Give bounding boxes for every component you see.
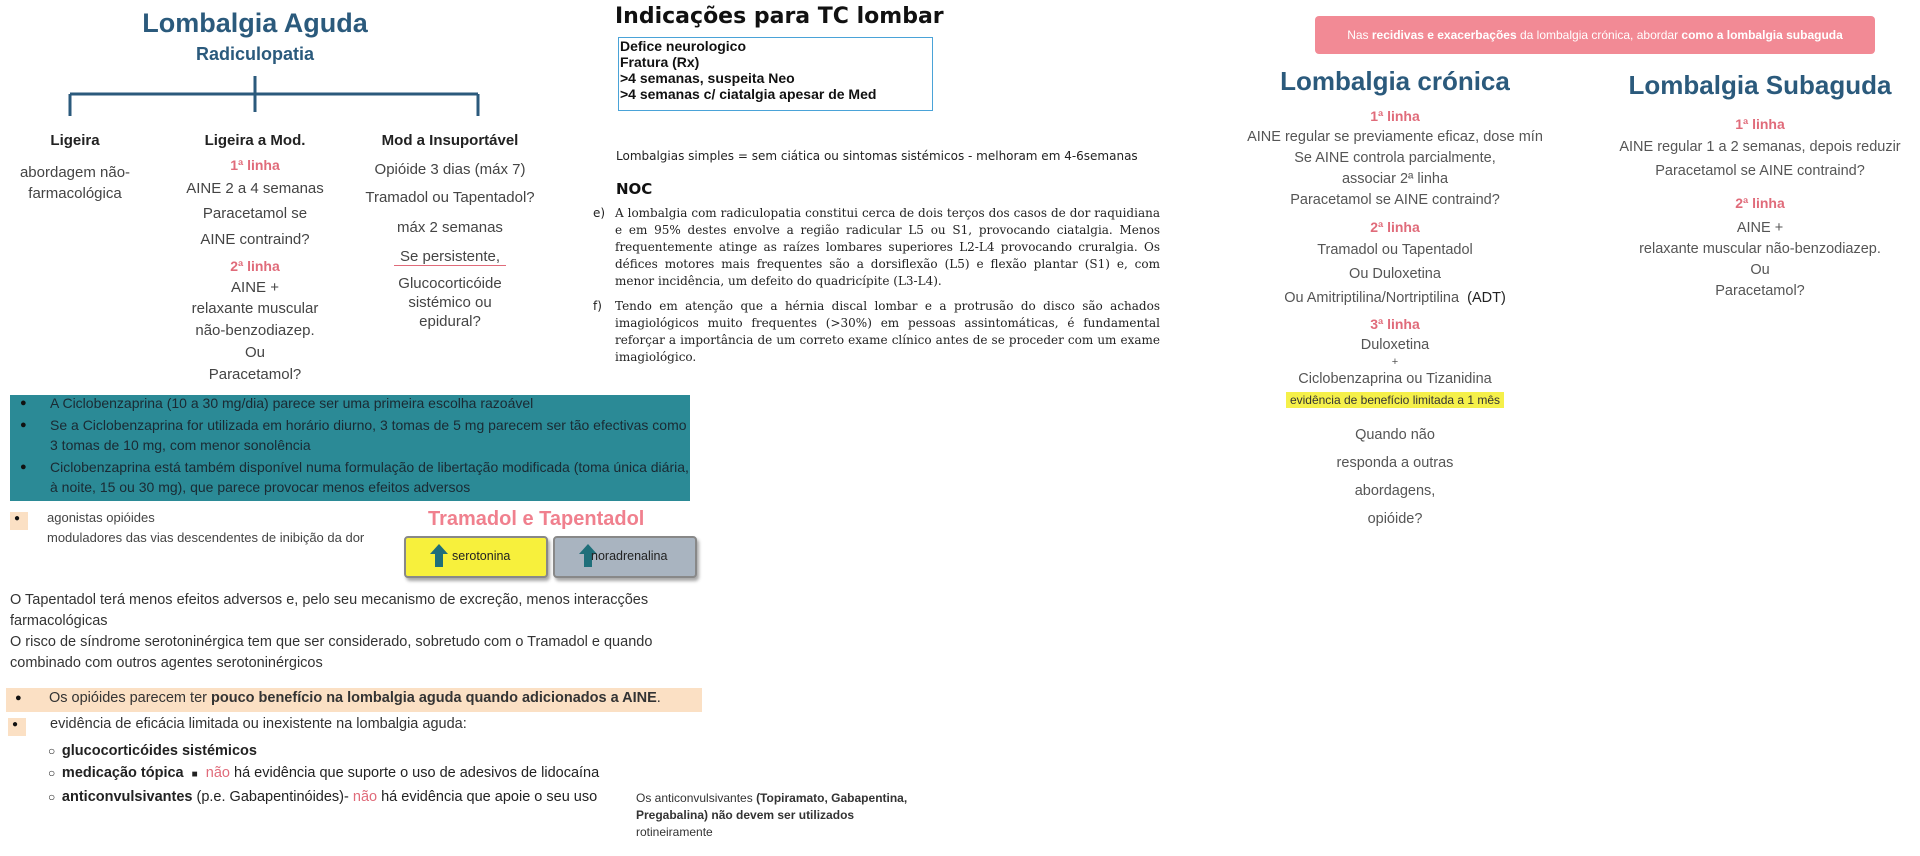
subaguda-title: Lombalgia Subaguda (1628, 70, 1892, 100)
opioid-desc-line: agonistas opióides (47, 510, 155, 525)
cronica-line: Quando não (1355, 427, 1435, 443)
bullet-marker (10, 512, 28, 530)
tc-indication: >4 semanas c/ ciatalgia apesar de Med (620, 86, 877, 102)
teal-bullet: ● A Ciclobenzaprina (10 a 30 mg/dia) parece ser uma primeira escolha razoável (50, 393, 690, 413)
banner-pre: Nas (1347, 28, 1372, 42)
col-ligmod-line: Paracetamol se (202, 205, 308, 222)
tree-connector (60, 72, 490, 122)
tc-indication: Defice neurologico (620, 38, 747, 54)
bullet-marker (8, 718, 26, 736)
cronica-line: abordagens, (1354, 483, 1436, 499)
subaguda-line: Ou (1750, 262, 1770, 278)
tc-indication: >4 semanas, suspeita Neo (620, 70, 795, 86)
banner-bold: como a lombalgia subaguda (1681, 28, 1843, 42)
noradrenalina-box (553, 536, 697, 578)
col-modins-line: Tramadol ou Tapentadol? (365, 189, 535, 206)
noc-e-label: e) (593, 206, 606, 220)
serotonina-label: serotonina (452, 549, 511, 563)
cronica-line: Se AINE controla parcialmente, (1294, 150, 1496, 166)
col-modins-line: epidural? (419, 313, 481, 330)
cronica-linha2: 2ª linha (1370, 219, 1420, 235)
cronica-line: Tramadol ou Tapentadol (1317, 242, 1473, 258)
opioid-benefit-bold: pouco benefício na lombalgia aguda quando adicionados a AINE (211, 690, 657, 706)
cronica-linha1: 1ª linha (1370, 108, 1420, 124)
banner-mid: da lombalgia crónica, abordar (1516, 28, 1682, 42)
ciclobenzaprina-box (10, 395, 690, 501)
col-ligeira-line: abordagem não- (19, 164, 131, 181)
col-modins-line: sistémico ou (408, 294, 492, 311)
cronica-line: Paracetamol se AINE contraind? (1290, 192, 1500, 208)
sub-item-bold: medicação tópica (61, 765, 184, 781)
teal-bullet: ● Se a Ciclobenzaprina for utilizada em horário diurno, 3 tomas de 5 mg parecem ser tão efectivas como 3 tomas de 10 mg, com menor sonolência (50, 415, 690, 455)
aguda-col-ligeira-mod (170, 128, 340, 386)
col-ligmod-line: AINE 2 a 4 semanas (186, 180, 324, 197)
lombalgias-simples-text: Lombalgias simples = sem ciática ou sintomas sistémicos - melhoram em 4-6semanas (616, 149, 1138, 163)
col-ligmod-line: Paracetamol? (208, 366, 302, 383)
subaguda-line: AINE regular 1 a 2 semanas, depois reduzir (1619, 139, 1901, 155)
aguda-title: Lombalgia Aguda (142, 8, 368, 38)
aguda-col-ligeira (0, 128, 150, 204)
tc-indication: Fratura (Rx) (620, 54, 700, 70)
col-ligmod-line: Ou (244, 344, 265, 361)
subaguda-line: Paracetamol? (1715, 283, 1805, 299)
bullet-dot: ● (15, 692, 22, 704)
opioid-benefit-text (49, 690, 661, 706)
col-ligmod-linha2: 2ª linha (230, 258, 280, 274)
cronica-line: AINE regular se previamente eficaz, dose mín (1247, 129, 1543, 145)
aguda-col-mod-insuportavel (360, 128, 540, 331)
cronica-line: associar 2ª linha (1341, 171, 1449, 187)
col-ligeira-line: farmacológica (28, 185, 122, 202)
sub-item-rest: há evidência que suporte o uso de adesivos de lidocaína (229, 765, 600, 781)
sub-item-bold: glucocorticóides sistémicos (61, 743, 257, 759)
noc-f-text: Tendo em atenção que a hérnia discal lombar e a protrusão do disco são achados imagiológicos muito frequentes (>30%) em pessoas assintomáticas, é fundamental reforçar a importância de um correto exame clínico antes de se proceder com um exame imagiológico. (615, 299, 1160, 364)
cronica-column (1210, 106, 1580, 533)
col-modins-line: Opióide 3 dias (máx 7) (374, 161, 526, 178)
sub-item-topica: ○ medicação tópica ■ não há evidência que suporte o uso de adesivos de lidocaína (48, 765, 600, 781)
noc-heading: NOC (616, 180, 653, 198)
noc-f-label: f) (593, 299, 602, 313)
col-ligmod-head: Ligeira a Mod. (204, 132, 306, 149)
cronica-line: Ou Duloxetina (1349, 266, 1441, 282)
banner-bold: recidivas e exacerbações (1371, 28, 1517, 42)
aguda-subtitle: Radiculopatia (195, 44, 315, 64)
subaguda-line: AINE + (1736, 220, 1784, 236)
opioid-desc-line: moduladores das vias descendentes de inibição da dor (47, 530, 365, 545)
sub-item-pink: não (205, 765, 230, 781)
recidivas-banner (1315, 16, 1875, 54)
tc-indications-box (618, 37, 933, 111)
cronica-line: responda a outras (1336, 455, 1454, 471)
serotonin-risk-paragraph: O risco de síndrome serotoninérgica tem que ser considerado, sobretudo com o Tramadol e quando combinado com outros agentes serotoninérgicos (10, 634, 653, 671)
col-ligmod-line: não-benzodiazep. (195, 322, 315, 339)
subaguda-linha1: 1ª linha (1735, 116, 1785, 132)
tramadol-tapentadol-title: Tramadol e Tapentadol (428, 508, 645, 530)
col-modins-line: Se persistente, (394, 248, 506, 266)
cronica-linha3: 3ª linha (1370, 316, 1420, 332)
subaguda-line: Paracetamol se AINE contraind? (1655, 163, 1865, 179)
cronica-plus: + (1391, 356, 1399, 368)
cronica-adt: (ADT) (1467, 290, 1506, 306)
teal-bullet: ● Ciclobenzaprina está também disponível numa formulação de libertação modificada (toma única diária, à noite, 15 ou 30 mg), que parece provocar menos efeitos adversos (50, 457, 690, 497)
col-ligmod-line: AINE contraind? (200, 231, 310, 248)
col-ligmod-line: AINE + (231, 279, 279, 296)
arrow-up-stem (435, 553, 443, 567)
tc-title: Indicações para TC lombar (615, 4, 944, 29)
note-post: rotineiramente (636, 825, 713, 839)
cronica-line: Ou Amitriptilina/Nortriptilina (1284, 290, 1460, 306)
sub-item-rest: há evidência que apoie o seu uso (377, 789, 598, 805)
anticonvulsivantes-note (636, 790, 936, 841)
sub-item-anticonvulsivantes: ○ anticonvulsivantes (p.e. Gabapentinóides)- não há evidência que apoie o seu uso (48, 789, 598, 805)
opioid-benefit-post: . (656, 690, 661, 706)
sub-item-mid: (p.e. Gabapentinóides)- (192, 789, 353, 805)
sub-item-pink: não (352, 789, 378, 805)
subaguda-column (1595, 114, 1920, 302)
note-bold: (Topiramato, Gabapentina, Pregabalina) não devem ser utilizados (636, 791, 908, 822)
cronica-line: Ciclobenzaprina ou Tizanidina (1298, 371, 1492, 387)
sub-item-glucocorticoides: ○ glucocorticóides sistémicos (48, 743, 257, 759)
subaguda-linha2: 2ª linha (1735, 195, 1785, 211)
col-modins-head: Mod a Insuportável (381, 132, 519, 149)
tapentadol-paragraph: O Tapentadol terá menos efeitos adversos e, pelo seu mecanismo de excreção, menos interacções farmacológicas (10, 592, 649, 629)
note-pre: Os anticonvulsivantes (636, 791, 757, 805)
opioid-benefit-pre: Os opióides parecem ter (49, 690, 211, 706)
subaguda-line: relaxante muscular não-benzodiazep. (1639, 241, 1881, 257)
noc-e-text: A lombalgia com radiculopatia constitui cerca de dois terços dos casos de dor raquidiana e em 95% destes envolve a região radicular L5 ou S1, provocando ciatalgia. Menos frequentemente atinge as raízes lombares superiores L2-L4 provocando cruralgia. Os défices motores mais frequentes são a dorsiflexão (L5) e flexão plantar (S1) e, com menor incidência, um defeito do quadricípite (L3-L4). (615, 206, 1160, 288)
cronica-line: opióide? (1367, 511, 1423, 527)
cronica-line: Duloxetina (1360, 337, 1430, 353)
col-ligeira-head: Ligeira (50, 132, 100, 149)
evidence-sublist (48, 740, 599, 808)
serotonina-box (404, 536, 548, 578)
col-modins-line: máx 2 semanas (397, 219, 503, 236)
col-ligmod-line: relaxante muscular (191, 300, 319, 317)
evidence-highlight: evidência de benefício limitada a 1 mês (1286, 392, 1504, 408)
evidence-limited-text: evidência de eficácia limitada ou inexistente na lombalgia aguda: (50, 716, 467, 732)
col-modins-line: Glucocorticóide (398, 275, 502, 292)
cronica-title: Lombalgia crónica (1280, 66, 1510, 96)
noradrenalina-label: noradrenalina (591, 549, 668, 563)
col-ligmod-linha1: 1ª linha (230, 157, 280, 173)
sub-item-bold: anticonvulsivantes (61, 789, 193, 805)
opioid-desc (47, 508, 364, 548)
